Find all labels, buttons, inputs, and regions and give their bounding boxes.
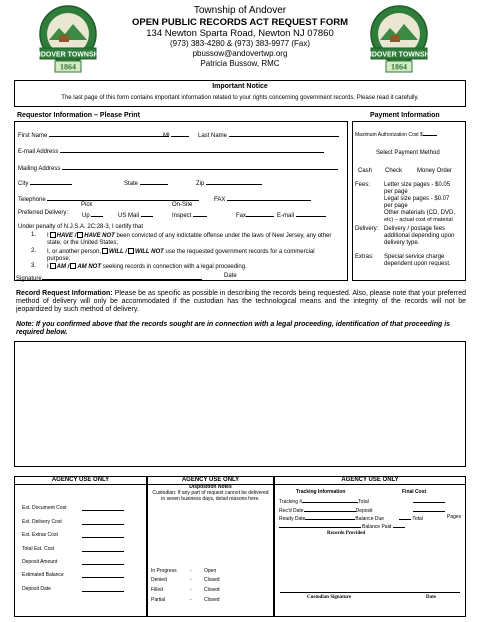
telephone-label: Telephone <box>18 194 199 204</box>
deposit-date-field[interactable] <box>82 585 124 592</box>
max-auth-label: Maximum Authorization Cost $ <box>355 130 437 138</box>
am-checkbox[interactable] <box>50 263 56 269</box>
delivery-fax-option[interactable]: Fax <box>236 210 274 220</box>
est-extras-cost-label: Est. Extras Cost <box>22 532 58 538</box>
tracking-info-title: Tracking Information <box>296 489 346 495</box>
status-filled[interactable]: Filled <box>151 587 163 593</box>
city-label: City <box>18 178 72 188</box>
logo-left <box>30 4 106 76</box>
recd-date-field[interactable] <box>304 506 356 512</box>
tracking-number-field[interactable] <box>302 497 358 503</box>
logo-text-left: ANDOVER TOWNSHIP <box>30 51 106 59</box>
deposit-date-label: Deposit Date <box>22 586 51 592</box>
will-not-checkbox[interactable] <box>128 248 134 254</box>
custodian-date-label: Date <box>426 595 436 600</box>
mi-field[interactable] <box>171 130 189 137</box>
certify-item-3-num: 3. <box>31 263 37 269</box>
onsite-label: On-Site <box>172 202 193 208</box>
balance-paid-field[interactable] <box>393 522 405 528</box>
mailing-field[interactable] <box>62 163 338 170</box>
fees-label: Fees: <box>355 182 371 188</box>
payment-heading: Payment Information <box>370 112 440 119</box>
state-label: State <box>124 178 168 188</box>
certify-item-2: I, or another person, WILL / WILL NOT use the requested government records for a commercial purpose; <box>47 249 315 262</box>
telephone-field[interactable] <box>47 194 199 201</box>
certify-text: Under penalty of N.J.S.A. 2C:28-3, I certify that <box>18 224 144 230</box>
record-request-textarea[interactable] <box>14 341 466 467</box>
status-in-progress[interactable]: In Progress <box>151 568 177 574</box>
ready-date-field[interactable] <box>305 514 355 520</box>
notice-text: The last page of this form contains important information related to your rights concerning government records. Please read it carefully. <box>61 95 419 101</box>
recd-date-label: Rec'd Date Deposit <box>279 508 373 514</box>
estimated-balance-label: Estimated Balance <box>22 572 64 578</box>
total-est-cost-label: Total Est. Cost <box>22 546 55 552</box>
zip-label: Zip <box>196 178 262 188</box>
last-name-field[interactable] <box>229 130 339 137</box>
tracking-number-label: Tracking # Total <box>279 499 369 505</box>
final-total-field[interactable] <box>413 497 445 503</box>
first-name-field[interactable] <box>49 130 169 137</box>
status-closed-2[interactable]: Closed <box>204 587 220 593</box>
deposit-amount-label: Deposit Amount <box>22 559 58 565</box>
status-partial[interactable]: Partial <box>151 597 166 603</box>
clerk-email[interactable]: pbussow@andovertwp.org <box>192 49 288 58</box>
delivery-fee-label: Delivery: <box>355 226 379 232</box>
fax-field[interactable] <box>227 194 311 201</box>
email-label: E-mail Address <box>18 146 324 156</box>
est-document-cost-field[interactable] <box>82 504 124 511</box>
payment-check-option[interactable]: Check <box>385 168 403 174</box>
township-address: 134 Newton Sparta Road, Newton NJ 07860 <box>146 28 334 39</box>
estimated-balance-field[interactable] <box>82 571 124 578</box>
payment-cash-option[interactable]: Cash <box>358 168 373 174</box>
est-document-cost-label: Est. Document Cost <box>22 505 67 511</box>
have-checkbox[interactable] <box>50 232 56 238</box>
records-provided-label: Records Provided <box>327 531 366 536</box>
zip-field[interactable] <box>206 178 262 185</box>
requestor-heading: Requestor Information – Please Print <box>17 112 140 119</box>
logo-year-left: 1864 <box>60 62 76 72</box>
balance-due-extra: Total <box>399 514 423 522</box>
select-payment-label: Select Payment Method <box>376 150 440 156</box>
notice-title: Important Notice <box>212 83 268 90</box>
city-field[interactable] <box>30 178 72 185</box>
est-delivery-cost-field[interactable] <box>82 518 124 525</box>
mailing-label: Mailing Address <box>18 163 338 173</box>
disposition-notes-text: Custodian: If any part of request cannot be delivered in seven business days, detail reasons here. <box>152 490 269 502</box>
tracking-extra-line[interactable] <box>279 522 361 528</box>
pick-label: Pick <box>81 202 93 208</box>
certify-item-3: I AM / AM NOT seeking records in connection with a legal proceeding. <box>47 264 247 270</box>
logo-text-right: ANDOVER TOWNSHIP <box>361 51 437 59</box>
delivery-fee-details: Delivery / postage fees additional depending upon delivery type. <box>384 226 455 246</box>
am-not-checkbox[interactable] <box>70 263 76 269</box>
first-name-label: First Name <box>18 130 169 140</box>
final-deposit-field[interactable] <box>413 506 445 512</box>
clerk-name: Patricia Bussow, RMC <box>200 59 280 68</box>
township-phone: (973) 383-4280 & (973) 383-9977 (Fax) <box>169 39 311 48</box>
status-dash-2: - <box>190 577 192 583</box>
extras-label: Extras: <box>355 254 374 260</box>
est-delivery-cost-label: Est. Delivery Cost <box>22 519 62 525</box>
agency-cost-header: AGENCY USE ONLY <box>14 477 147 485</box>
important-notice <box>14 80 466 107</box>
date-label: Date <box>224 273 237 279</box>
mi-label: MI <box>163 130 189 140</box>
status-open[interactable]: Open <box>204 568 217 574</box>
record-request-info: Record Request Information: Please be as specific as possible in describing the records being requested. Also, please note that your preferred method of delivery will only be accommodated if the custodian has the technological means and the integrity of the records will not be jeopardized by such method of delivery. <box>16 290 467 313</box>
final-cost-title: Final Cost <box>402 489 427 495</box>
disposition-notes-area[interactable] <box>150 510 271 564</box>
status-closed-3[interactable]: Closed <box>204 597 220 603</box>
delivery-onsite-option[interactable]: Inspect <box>172 210 207 220</box>
est-extras-cost-field[interactable] <box>82 531 124 538</box>
agency-disposition-header: AGENCY USE ONLY <box>147 477 274 485</box>
delivery-usmail-option[interactable]: US Mail <box>118 210 153 220</box>
delivery-email-option[interactable]: E-mail <box>277 210 326 220</box>
form-title: OPEN PUBLIC RECORDS ACT REQUEST FORM <box>131 17 349 28</box>
disposition-notes-title: Disposition Notes <box>189 484 232 490</box>
extras-details: Special service charge dependent upon request. <box>384 254 451 267</box>
records-provided-area[interactable] <box>278 540 462 588</box>
total-est-cost-field[interactable] <box>82 545 124 552</box>
township-name: Township of Andover <box>193 5 287 16</box>
status-dash-3: - <box>190 587 192 593</box>
deposit-amount-field[interactable] <box>82 558 124 565</box>
certify-item-1: I HAVE / HAVE NOT been convicted of any indictable offense under the laws of New Jersey, any other state, or the United States; <box>47 233 332 246</box>
payment-money-order-option[interactable]: Money Order <box>417 168 453 174</box>
legal-proceeding-note: Note: If you confirmed above that the records sought are in connection with a legal proceeding, identification of that proceeding is required below. <box>16 321 451 336</box>
signature-label: Signature <box>16 273 202 283</box>
email-field[interactable] <box>60 146 324 153</box>
custodian-signature-label: Custodian Signature <box>307 595 351 600</box>
status-dash-1: - <box>190 568 192 574</box>
logo-year-right: 1864 <box>391 62 407 72</box>
status-closed-1[interactable]: Closed <box>204 577 220 583</box>
status-dash-4: - <box>190 597 192 603</box>
ready-date-label: Ready Date Balance Due <box>279 516 385 522</box>
signature-field[interactable] <box>42 273 202 280</box>
certify-item-2-num: 2. <box>31 248 37 254</box>
agency-tracking-header: AGENCY USE ONLY <box>274 477 466 485</box>
fees-details: Letter size pages - $0.05 per page Legal size pages - $0.07 per page Other materials (CD, DVD, etc) – actual cost of material <box>384 182 456 223</box>
fax-label: FAX <box>214 194 311 204</box>
logo-right <box>361 4 437 76</box>
custodian-signature-line[interactable] <box>280 592 460 593</box>
have-not-checkbox[interactable] <box>77 232 83 238</box>
certify-item-1-num: 1. <box>31 232 37 238</box>
balance-paid-label: Balance Paid <box>362 522 405 530</box>
max-auth-field[interactable] <box>423 130 437 136</box>
state-field[interactable] <box>140 178 168 185</box>
pages-label: Pages <box>447 514 462 520</box>
last-name-label: Last Name <box>198 130 339 140</box>
delivery-pickup-option[interactable]: Up <box>82 210 103 220</box>
delivery-label: Preferred Delivery: <box>18 210 69 216</box>
status-denied[interactable]: Denied <box>151 577 167 583</box>
will-checkbox[interactable] <box>102 248 108 254</box>
